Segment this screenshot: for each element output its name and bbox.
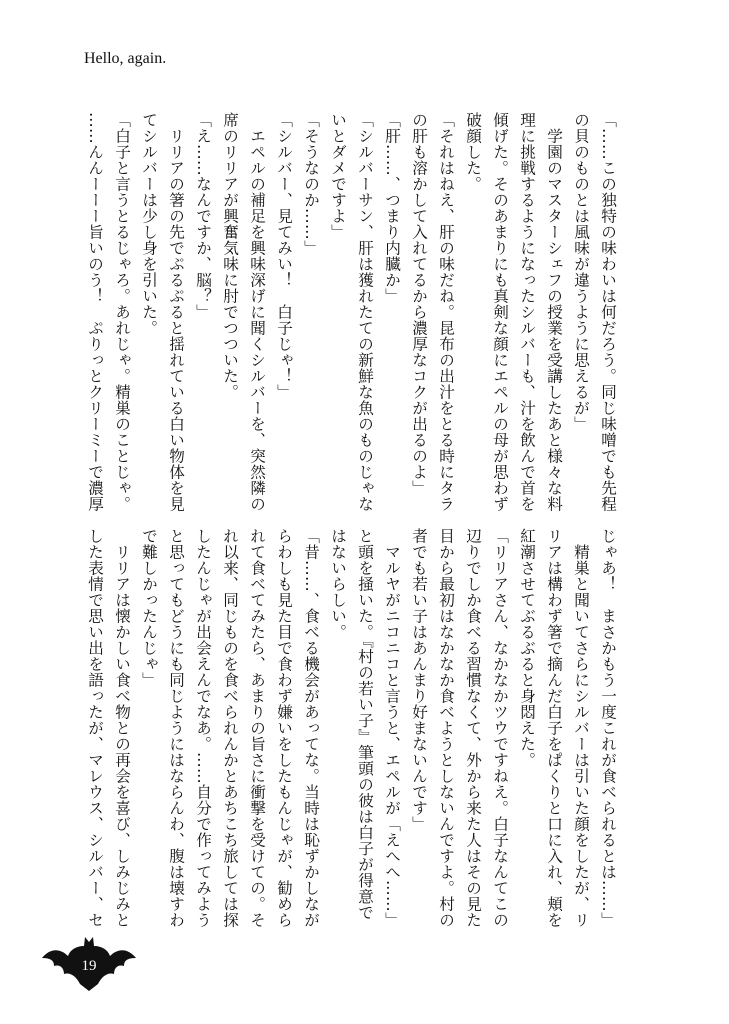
- text-line: 「そうなのか……」: [302, 112, 320, 256]
- text-line: したんじゃが出会えんでなあ。……自分で作ってみよう: [194, 528, 212, 928]
- text-line: リリアは懐かしい食べ物との再会を喜び、しみじみと: [113, 528, 131, 928]
- text-line: リアは構わず箸で摘んだ白子をぱくりと口に入れ、頬を: [545, 528, 563, 928]
- text-line: 理に挑戦するようになったシルバーも、汁を飲んで首を: [518, 112, 536, 512]
- text-line: 席のリリアが興奮気味に肘でつついた。: [221, 112, 239, 400]
- text-line: 者でも若い子はあんまり好まないんです」: [410, 528, 428, 832]
- text-line: と思ってもどうにも同じようにはならんわ、腹は壊すわ: [167, 528, 185, 928]
- text-line: と頭を掻いた。『村の若い子』筆頭の彼は白子が得意で: [356, 528, 374, 921]
- text-block-top: [81, 112, 621, 512]
- text-line: いとダメですよ」: [329, 112, 347, 240]
- text-line: 「肝……、つまり内臓か」: [383, 112, 401, 304]
- text-line: 目から最初はなかなか食べようとしないんですよ。村の: [437, 528, 455, 928]
- text-line: 破顔した。: [464, 112, 482, 192]
- text-line: れて食べてみたら、あまりの旨さに衝撃を受けての。そ: [248, 528, 266, 928]
- text-line: 学園のマスターシェフの授業を受講したあと様々な料: [545, 112, 563, 512]
- text-line: マルヤがニコニコと言うと、エペルが「えへへ……」: [383, 528, 401, 928]
- text-block-bottom: [81, 528, 621, 928]
- text-line: 「シルバーサン、肝は獲れたての新鮮な魚のものじゃな: [356, 112, 374, 512]
- page-number: 19: [81, 958, 97, 974]
- text-line: 「リリアさん、なかなかツウですねえ。白子なんてこの: [491, 528, 509, 928]
- text-line: はないらしい。: [329, 528, 347, 640]
- text-line: 精巣と聞いてさらにシルバーは引いた顔をしたが、リ: [572, 528, 590, 928]
- text-line: 「え……なんですか、脳？」: [194, 112, 212, 320]
- text-line: じゃあ！ まさかもう一度これが食べられるとは……」: [599, 528, 617, 928]
- text-line: エペルの補足を興味深げに聞くシルバーを、突然隣の: [248, 112, 266, 512]
- text-line: 「シルバー、見てみい！ 白子じゃ！」: [275, 112, 293, 400]
- text-line: 「白子と言うとるじゃろ。あれじゃ。精巣のことじゃ。: [113, 112, 131, 512]
- text-line: リリアの箸の先でぷるぷると揺れている白い物体を見: [167, 112, 185, 512]
- text-line: 「……この独特の味わいは何だろう。同じ味噌でも先程: [599, 112, 617, 512]
- text-line: 辺りでしか食べる習慣なくて、外から来た人はその見た: [464, 528, 482, 928]
- text-line: 「昔……、食べる機会があってな。当時は恥ずかしなが: [302, 528, 320, 928]
- text-line: 傾げた。そのあまりにも真剣な顔にエペルの母が思わず: [491, 112, 509, 512]
- text-line: した表情で思い出を語ったが、マレウス、シルバー、セ: [86, 528, 104, 928]
- text-line: らわしも見た目で食わず嫌いをしたもんじゃが、勧めら: [275, 528, 293, 928]
- text-line: で難しかったんじゃ」: [140, 528, 158, 688]
- text-line: 紅潮させてぶるぶると身悶えた。: [518, 528, 536, 768]
- text-line: の貝のものとは風味が違うように思えるが」: [572, 112, 590, 432]
- text-line: てシルバーは少し身を引いた。: [140, 112, 158, 336]
- text-line: の肝も溶かして入れてるから濃厚なコクが出るのよ」: [410, 112, 428, 496]
- text-line: れ以来、同じものを食べられんかとあちこち旅しては探: [221, 528, 239, 928]
- page-header: Hello, again.: [84, 50, 167, 67]
- text-line: 「それはねえ、肝の味だね。昆布の出汁をとる時にタラ: [437, 112, 455, 512]
- page-number-mark: [40, 936, 138, 992]
- text-line: ……んんーーー旨いのう！ ぷりっとクリーミーで濃厚: [86, 112, 104, 512]
